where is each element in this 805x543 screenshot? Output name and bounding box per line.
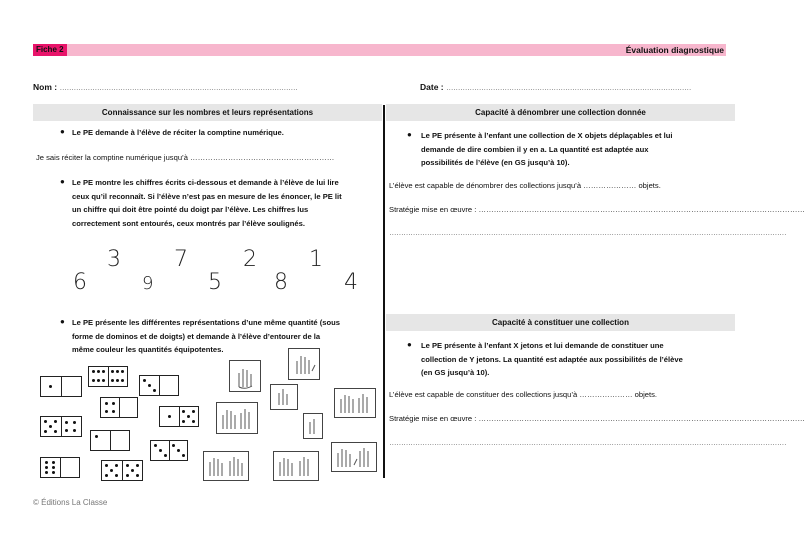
digit-7[interactable]: 7 — [174, 247, 188, 272]
right-bottom-bullet-line-3: (en GS jusqu’à 10). — [421, 368, 490, 378]
date-field[interactable]: …………………………………………………………………………………………… — [446, 83, 691, 92]
left-bullet-2 — [72, 176, 382, 230]
domino-1-0-b[interactable] — [90, 430, 130, 451]
nom-label: Nom : — [33, 82, 58, 92]
footer-copyright: © Éditions La Classe — [33, 498, 108, 507]
domino-5-5[interactable] — [101, 460, 143, 481]
header-bar — [33, 44, 726, 56]
hand-drawing[interactable] — [216, 402, 258, 434]
right-top-bullet-line-3: possibilités de l’élève (en GS jusqu’à 10). — [421, 158, 570, 168]
domino-5-4[interactable] — [40, 416, 82, 437]
digit-4[interactable]: 4 — [344, 270, 358, 295]
domino-6-0[interactable] — [40, 457, 80, 478]
bullet-icon: ● — [60, 177, 65, 186]
bullet-icon: ● — [407, 340, 412, 349]
digit-9[interactable]: 9 — [142, 273, 154, 294]
nom-field[interactable]: ………………………………………………………………………………………… — [59, 83, 298, 92]
bullet-icon: ● — [407, 130, 412, 139]
right-top-strategie[interactable]: Stratégie mise en œuvre : ………………………………………………………………………………………………………………… — [389, 205, 805, 214]
date-row — [420, 82, 691, 92]
hand-drawing[interactable] — [288, 348, 320, 380]
sheet-tag: Fiche 2 — [33, 44, 67, 56]
hand-drawing[interactable] — [273, 451, 319, 481]
right-top-heading: Capacité à dénombrer une collection donnée — [386, 104, 735, 121]
left-bullet-2-line-3: un chiffre qui doit être pointé du doigt par l’élève. Les chiffres lus — [72, 205, 309, 215]
left-bullet-3 — [72, 316, 382, 357]
hand-drawing[interactable] — [203, 451, 249, 481]
left-bullet-2-line-2: ceux qu’il reconnaît. Si l’élève n’est pas en mesure de les énoncer, le PE lit — [72, 191, 342, 201]
domino-3-0[interactable] — [139, 375, 179, 396]
right-bottom-heading: Capacité à constituer une collection — [386, 314, 735, 331]
digit-1[interactable]: 1 — [309, 247, 323, 272]
page-title: Évaluation diagnostique — [625, 45, 724, 55]
right-top-bullet-line-2: demande de dire combien il y en a. La quantité est adaptée aux — [421, 144, 649, 154]
recite-line: Je sais réciter la comptine numérique jusqu’à ………………………………………………… — [36, 153, 335, 162]
hand-drawing[interactable] — [270, 384, 298, 410]
nom-row — [33, 82, 297, 92]
domino-1-0[interactable] — [40, 376, 82, 397]
hand-drawing[interactable] — [229, 360, 261, 392]
left-bullet-2-line-1: Le PE montre les chiffres écrits ci-dessous et demande à l’élève de lui lire — [72, 178, 339, 187]
digit-5[interactable]: 5 — [208, 270, 222, 295]
digit-3[interactable]: 3 — [107, 247, 121, 272]
right-bottom-bullet — [421, 339, 731, 380]
bullet-icon: ● — [60, 127, 65, 136]
right-bottom-capable: L’élève est capable de constituer des collections jusqu’à ………………… objets. — [389, 390, 658, 399]
digit-8[interactable]: 8 — [274, 270, 288, 295]
domino-6-6[interactable] — [88, 366, 128, 387]
hand-drawing[interactable] — [331, 442, 377, 472]
domino-4-0[interactable] — [100, 397, 138, 418]
digit-2[interactable]: 2 — [243, 247, 257, 272]
right-bottom-bullet-line-2: collection de Y jetons. La quantité est adaptée aux possibilités de l’élève — [421, 354, 683, 364]
right-bottom-dotline[interactable]: …………………………………………………………………………………………………………………………………………………… — [389, 438, 787, 447]
left-bullet-2-line-4: correctement sont entourés, ceux montrés par l’élève soulignés. — [72, 218, 305, 228]
left-heading: Connaissance sur les nombres et leurs représentations — [33, 104, 382, 121]
column-divider — [383, 105, 385, 478]
digit-6[interactable]: 6 — [73, 270, 87, 295]
left-bullet-1: Le PE demande à l’élève de réciter la comptine numérique. — [72, 128, 284, 137]
right-top-capable: L’élève est capable de dénombrer des collections jusqu’à ………………… objets. — [389, 181, 661, 190]
domino-3-3[interactable] — [150, 440, 188, 461]
right-top-bullet — [421, 129, 731, 170]
hand-drawing[interactable] — [334, 388, 376, 418]
right-top-bullet-line-1: Le PE présente à l’enfant une collection de X objets déplaçables et lui — [421, 131, 673, 140]
domino-1-5[interactable] — [159, 406, 199, 427]
right-top-dotline[interactable]: …………………………………………………………………………………………………………………………………………………… — [389, 228, 787, 237]
left-bullet-3-line-2: forme de dominos et de doigts) et demande à l’élève d’entourer de la — [72, 331, 321, 341]
left-bullet-3-line-1: Le PE présente les différentes représentations d’une même quantité (sous — [72, 318, 340, 327]
right-bottom-strategie[interactable]: Stratégie mise en œuvre : ………………………………………………………………………………………………………………… — [389, 414, 805, 423]
left-bullet-3-line-3: même couleur les quantités équipotentes. — [72, 345, 224, 355]
hand-drawing[interactable] — [303, 413, 323, 439]
right-bottom-bullet-line-1: Le PE présente à l’enfant X jetons et lui demande de constituer une — [421, 341, 664, 350]
date-label: Date : — [420, 82, 444, 92]
bullet-icon: ● — [60, 317, 65, 326]
